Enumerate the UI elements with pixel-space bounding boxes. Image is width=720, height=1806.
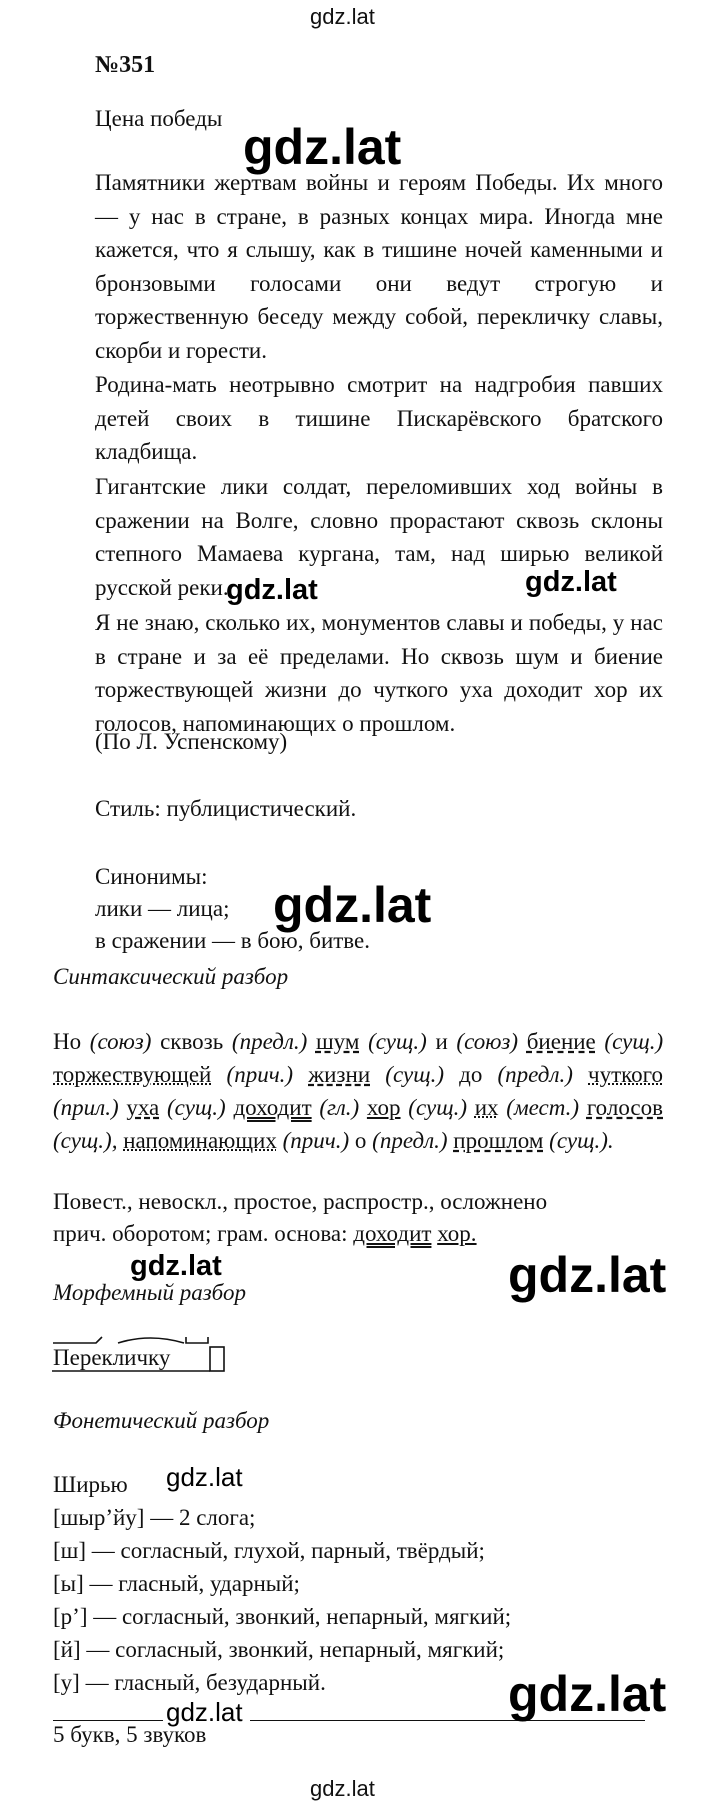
syntax-word: их (474, 1095, 499, 1120)
syntax-tag: (мест.) (506, 1095, 580, 1120)
synonyms-line-2: в сражении — в бою, битве. (95, 928, 370, 953)
ending-mark (210, 1347, 224, 1371)
synonyms-line-1: лики — лица; (95, 896, 230, 921)
root-mark (118, 1338, 184, 1343)
syntax-tag: (сущ.) (408, 1095, 467, 1120)
phonetic-line: [шыр’йу] — 2 слога; (53, 1505, 256, 1530)
syntax-tag: (сущ.) (167, 1095, 226, 1120)
site-footer[interactable]: gdz.lat (310, 1776, 375, 1801)
syntax-tag: (прич.) (226, 1062, 294, 1087)
phonetic-line: [у] — гласный, безударный. (53, 1670, 326, 1695)
syntax-analysis (53, 1025, 663, 1157)
syntax-tag: (предл.) (372, 1128, 448, 1153)
syntax-word: о (354, 1128, 367, 1153)
watermark: gdz.lat (226, 574, 318, 606)
watermark: gdz.lat (508, 1666, 667, 1722)
watermark: gdz.lat (130, 1250, 222, 1282)
phonetic-line: [р’] — согласный, звонкий, непарный, мягкий; (53, 1604, 512, 1629)
syntax-summary-line-1: Повест., невоскл., простое, распростр., осложнено (53, 1189, 548, 1214)
basis-subject: хор. (437, 1221, 477, 1246)
morph-word: Перекличку (53, 1345, 171, 1370)
syntax-tag: (союз) (89, 1029, 152, 1054)
watermark: gdz.lat (525, 566, 617, 598)
watermark: gdz.lat (273, 877, 432, 933)
phonetic-footer: 5 букв, 5 звуков (53, 1722, 207, 1747)
syntax-tag: (союз) (456, 1029, 519, 1054)
synonyms-label: Синонимы: (95, 864, 208, 889)
paragraph-3: Гигантские лики солдат, переломивших ход войны в сражении на Волге, словно прорастают сквозь склоны степного Мамаева кургана, там, над ширью великой русской реки. (95, 474, 663, 600)
syntax-tag: (предл.) (497, 1062, 573, 1087)
paragraph-2: Родина-мать неотрывно смотрит на надгробия павших детей своих в тишине Пискарёвского братского кладбища. (95, 372, 663, 464)
syntax-tag: (прич.) (282, 1128, 350, 1153)
phonetic-line: [й] — согласный, звонкий, непарный, мягкий; (53, 1637, 505, 1662)
morph-marks (50, 1335, 225, 1375)
syntax-tag: (гл.) (319, 1095, 360, 1120)
syntax-word: чуткого (588, 1062, 664, 1087)
text-title: Цена победы (95, 106, 223, 131)
syntax-word: напоминающих (123, 1128, 277, 1153)
syntax-word: уха (126, 1095, 160, 1120)
phonetic-line: [ш] — согласный, глухой, парный, твёрдый; (53, 1538, 485, 1563)
syntax-tag: (сущ.) (604, 1029, 664, 1054)
syntax-word: до (459, 1062, 483, 1087)
suffix-mark (186, 1337, 208, 1343)
text-source: (По Л. Успенскому) (95, 729, 288, 754)
style-line: Стиль: публицистический. (95, 796, 357, 821)
syntax-header: Синтаксический разбор (53, 964, 289, 989)
prefix-mark (53, 1337, 102, 1343)
site-header[interactable]: gdz.lat (310, 4, 375, 29)
syntax-word: хор (366, 1095, 401, 1120)
syntax-word: шум (315, 1029, 360, 1054)
syntax-summary-line-2 (53, 1221, 477, 1247)
summary-prefix: прич. оборотом; грам. основа: (53, 1221, 348, 1246)
paragraph-1: Памятники жертвам войны и героям Победы. Их много — у нас в стране, в разных концах мира. Иногда мне кажется, что я слышу, как в тишине ночей каменными и бронзовыми голосами они ведут строгую и торжественную беседу между собой, перекличку славы, скорби и горести. (95, 170, 663, 363)
syntax-tag: (сущ.). (549, 1128, 614, 1153)
syntax-tag: (предл.) (231, 1029, 308, 1054)
watermark: gdz.lat (166, 1697, 243, 1727)
phonetic-header: Фонетический разбор (53, 1408, 270, 1433)
watermark: gdz.lat (243, 119, 402, 175)
phonetic-line: [ы] — гласный, ударный; (53, 1571, 300, 1596)
syntax-word: сквозь (160, 1029, 224, 1054)
syntax-word: голосов (586, 1095, 663, 1120)
morph-header: Морфемный разбор (53, 1280, 246, 1305)
syntax-tag: (сущ.) (385, 1062, 444, 1087)
watermark: gdz.lat (508, 1247, 667, 1303)
paragraph-4: Я не знаю, сколько их, монументов славы и победы, у нас в стране и за её пределами. Но сквозь шум и биение торжествующей жизни до чуткого уха доходит хор их голосов, напоминающих о прошлом. (95, 610, 663, 736)
divider-left (53, 1720, 163, 1721)
exercise-number: №351 (95, 52, 156, 78)
phonetic-word: Ширью (53, 1472, 128, 1497)
watermark: gdz.lat (166, 1462, 243, 1492)
syntax-tag: (прил.) (53, 1095, 119, 1120)
syntax-word: и (435, 1029, 448, 1054)
syntax-word: прошлом (453, 1128, 544, 1153)
basis-predicate: доходит (353, 1221, 432, 1246)
syntax-word: Но (53, 1029, 82, 1054)
syntax-tag: (сущ.) (368, 1029, 427, 1054)
syntax-tag: (сущ.), (53, 1128, 118, 1153)
syntax-word: доходит (233, 1095, 312, 1120)
syntax-word: торжествующей (53, 1062, 212, 1087)
syntax-word: жизни (308, 1062, 371, 1087)
syntax-word: биение (526, 1029, 596, 1054)
